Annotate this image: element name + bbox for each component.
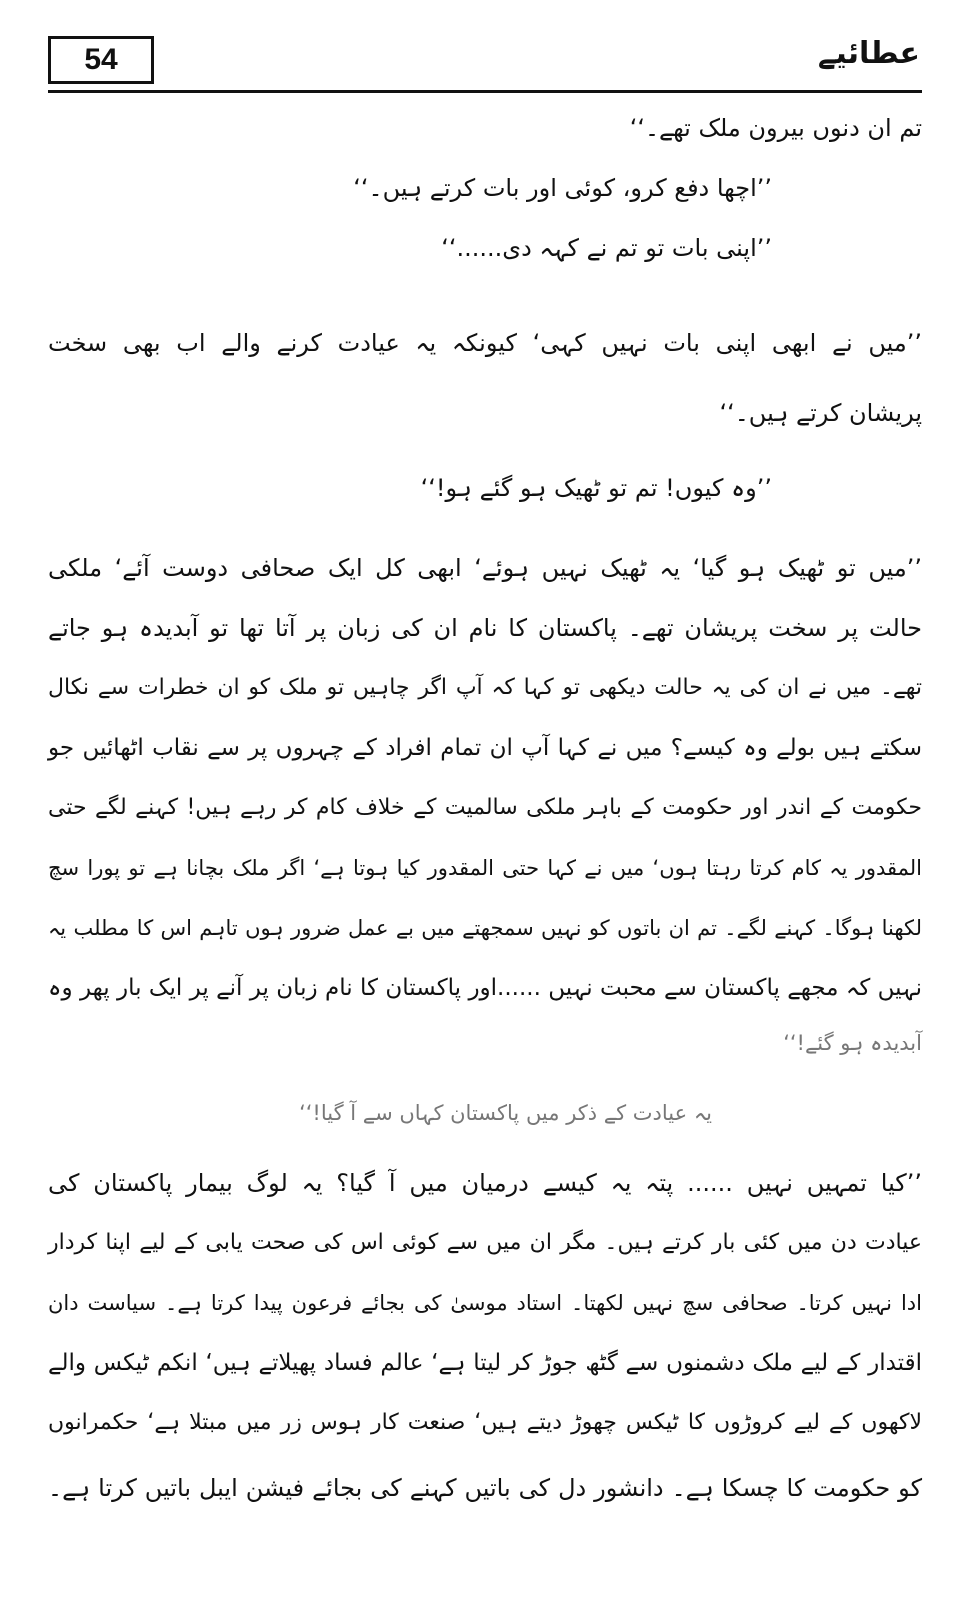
text-line: آبدیدہ ہو گئے!‘‘ [783,1031,922,1055]
text-line: المقدور یہ کام کرتا رہتا ہوں‘ میں نے کہا حتی المقدور کیا ہوتا ہے‘ اگر ملک بچانا ہے تو پورا سچ [48,856,922,880]
text-line: ’’کیا تمہیں نہیں ...... پتہ یہ کیسے درمیان میں آ گیا؟ یہ لوگ بیمار پاکستان کی [48,1169,922,1197]
page-body [48,100,922,1587]
text-line: نہیں کہ مجھے پاکستان سے محبت نہیں ......اور پاکستان کا نام زبان پر آنے پر ایک بار پھر وہ [48,975,922,1001]
page-number-box [48,36,154,84]
text-line: تھے۔ میں نے ان کی یہ حالت دیکھی تو کہا کہ آپ اگر چاہیں تو ملک کو ان خطرات سے نکال [48,675,922,700]
header-rule [48,90,922,93]
page-number: 54 [84,43,118,76]
text-line: لاکھوں کے لیے کروڑوں کا ٹیکس چھوڑ دیتے ہیں‘ صنعت کار ہوس زر میں مبتلا ہے‘ حکمرانوں [48,1410,922,1435]
text-line: حالت پر سخت پریشان تھے۔ پاکستان کا نام ان کی زبان پر آتا تھا تو آبدیدہ ہو جاتے [48,614,922,642]
text-line: لکھنا ہوگا۔ کہنے لگے۔ تم ان باتوں کو نہیں سمجھتے میں بے عمل ضرور ہوں تاہم اس کا مطلب یہ [48,916,922,940]
text-line: یہ عیادت کے ذکر میں پاکستان کہاں سے آ گیا!‘‘ [299,1101,712,1125]
text-line: ’’اپنی بات تو تم نے کہہ دی......‘‘ [441,234,772,262]
text-line: ’’میں نے ابھی اپنی بات نہیں کہی‘ کیونکہ یہ عیادت کرنے والے اب بھی سخت [48,329,922,357]
text-line: پریشان کرتے ہیں۔‘‘ [719,399,922,427]
text-line: حکومت کے اندر اور حکومت کے باہر ملکی سالمیت کے خلاف کام کر رہے ہیں! کہنے لگے حتی [48,795,922,820]
text-line: کو حکومت کا چسکا ہے۔ دانشور دل کی باتیں کہنے کی بجائے فیشن ایبل باتیں کرتا ہے۔ [48,1474,922,1502]
text-line: سکتے ہیں بولے وہ کیسے؟ میں نے کہا آپ ان تمام افراد کے چہروں پر سے نقاب اٹھائیں جو [48,735,922,761]
text-line: ادا نہیں کرتا۔ صحافی سچ نہیں لکھتا۔ استاد موسیٰ کی بجائے فرعون پیدا کرتا ہے۔ سیاست دان [48,1291,922,1315]
running-title: عطائیے [817,36,920,71]
text-line: ’’اچھا دفع کرو، کوئی اور بات کرتے ہیں۔‘‘ [353,174,772,202]
text-line: اقتدار کے لیے ملک دشمنوں سے گٹھ جوڑ کر لیتا ہے‘ عالم فساد پھیلاتے ہیں‘ انکم ٹیکس والے [48,1350,922,1376]
text-line: ’’وہ کیوں! تم تو ٹھیک ہو گئے ہو!‘‘ [420,474,772,502]
text-line: تم ان دنوں بیرون ملک تھے۔‘‘ [629,114,922,142]
text-line: عیادت دن میں کئی بار کرتے ہیں۔ مگر ان میں سے کوئی اس کی صحت یابی کے لیے اپنا کردار [48,1230,922,1255]
text-line: ’’میں تو ٹھیک ہو گیا‘ یہ ٹھیک نہیں ہوئے‘ ابھی کل ایک صحافی دوست آئے‘ ملکی [48,554,922,582]
